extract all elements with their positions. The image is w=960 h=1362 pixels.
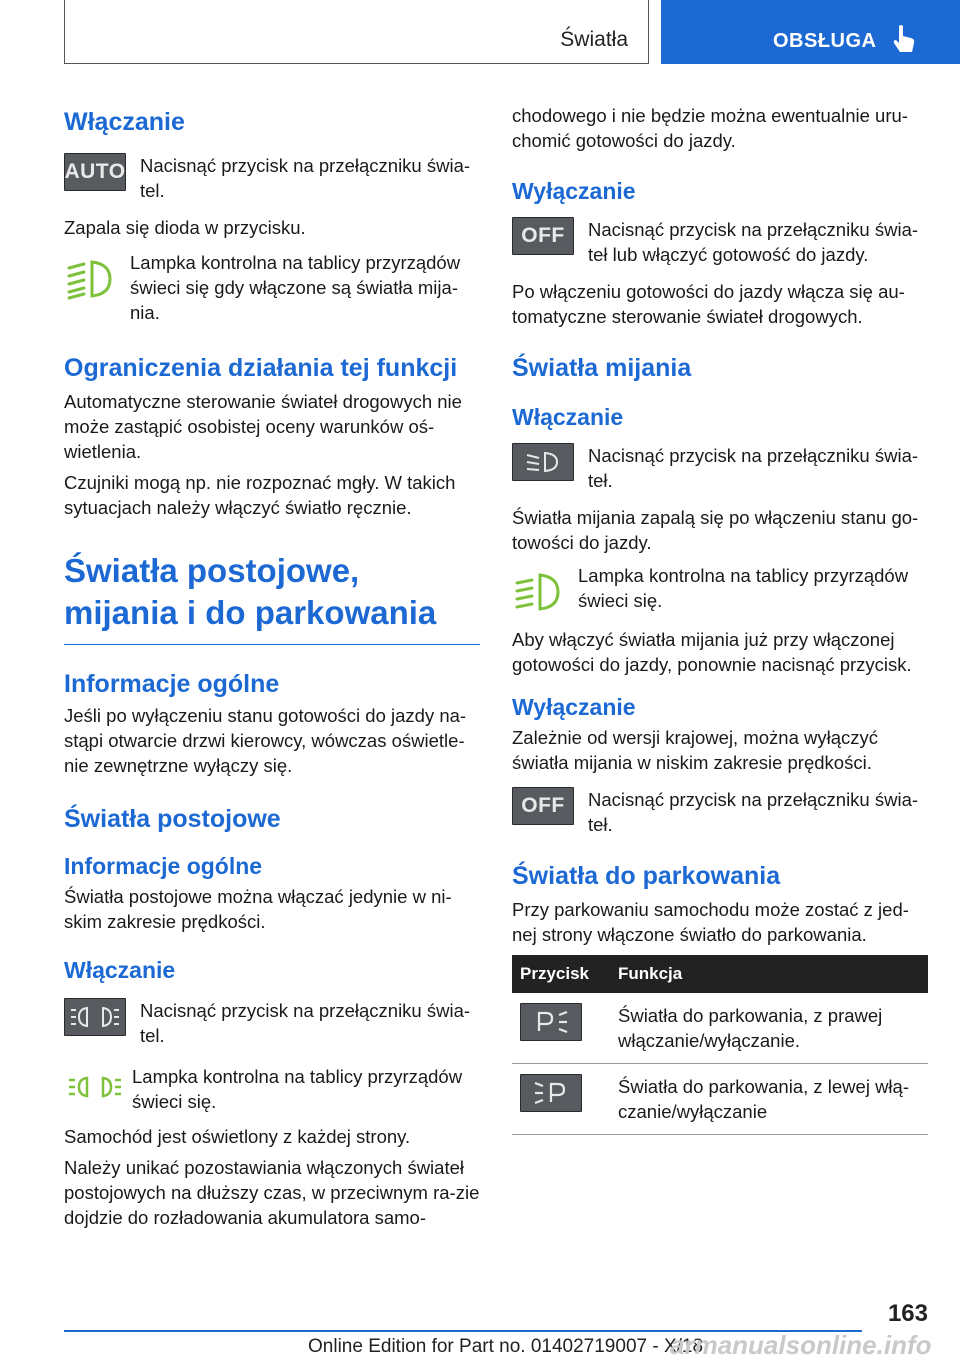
footer-edition: Online Edition for Part no. 01402719007 - X/18: [308, 1336, 704, 1357]
ograniczenia-p1: Automatyczne sterowanie świateł drogowych nie może zastąpić osobistej oceny warunków oś‐wietlenia.: [64, 391, 462, 462]
aby-text: Aby włączyć światła mijania już przy włączonej gotowości do jazdy, ponownie nacisnąć przycisk.: [512, 629, 912, 675]
off1-text: Nacisnąć przycisk na przełączniku świa‐teł lub włączyć gotowość do jazdy.: [588, 219, 919, 265]
lamp3-text: Lampka kontrolna na tablicy przyrządów świeci się.: [578, 565, 909, 611]
po-wlaczeniu-text: Po włączeniu gotowości do jazdy włącza się au‐tomatyczne sterowanie świateł drogowych.: [512, 281, 905, 327]
auto-button-icon: AUTO: [64, 153, 126, 191]
lamp2-text: Lampka kontrolna na tablicy przyrządów świeci się.: [132, 1066, 463, 1112]
heading-wlaczanie: Włączanie: [64, 108, 185, 136]
section-rule: [64, 644, 480, 645]
left-column: [64, 95, 480, 1230]
heading-swiatla-postojowe: Światła postojowe: [64, 805, 281, 833]
lamp-instruction-1: [64, 250, 480, 325]
informacje2-text: Światła postojowe można włączać jedynie w ni‐skim zakresie prędkości.: [64, 886, 452, 932]
off-instruction-1: [512, 217, 928, 267]
table-header-funkcja: Funkcja: [610, 955, 928, 993]
parking-left-button-icon: [520, 1074, 582, 1112]
dioda-text: Zapala się dioda w przycisku.: [64, 217, 306, 238]
auto-instruction: [64, 153, 480, 203]
off-button-icon: OFF: [512, 217, 574, 255]
heading-ograniczenia: Ograniczenia działania tej funkcji: [64, 354, 458, 382]
header-chapter-tab[interactable]: [661, 0, 960, 64]
heading-wylaczanie-2: Wyłączanie: [512, 694, 636, 720]
heading-postojowe-mijania: Światła postojowe, mijania i do parkowania: [64, 552, 437, 631]
low-beam-button-icon: [512, 443, 574, 481]
nalezy-text: Należy unikać pozostawiania włączonych świateł postojowych na dłuższy czas, w przeciwnym ra‐zie dojdzie do rozładowania akumulatora samo‐: [64, 1157, 480, 1228]
heading-wlaczanie-3: Włączanie: [512, 404, 624, 430]
lamp1-text: Lampka kontrolna na tablicy przyrządów świeci się gdy włączone są światła mija‐nia.: [130, 252, 461, 323]
samochod-text: Samochód jest oświetlony z każdej strony.: [64, 1126, 411, 1147]
parking-lights-indicator-icon: [67, 1074, 123, 1100]
high-beam-assist-icon: [64, 256, 116, 302]
heading-wylaczanie: Wyłączanie: [512, 178, 636, 204]
continuation-text: chodowego i nie będzie można ewentualnie uru‐chomić gotowości do jazdy.: [512, 105, 908, 151]
page-number: 163: [887, 1300, 928, 1327]
heading-informacje-2: Informacje ogólne: [64, 853, 263, 879]
right-column: [512, 95, 928, 1135]
mijania-text: Światła mijania zapalą się po włączeniu stanu go‐towości do jazdy.: [512, 507, 919, 553]
parkowania-text: Przy parkowaniu samochodu może zostać z jed‐nej strony włączone światło do parkowania.: [512, 899, 909, 945]
header-section-title: Światła: [560, 28, 628, 51]
pointing-hand-icon: [893, 24, 917, 54]
zaleznie-text: Zależnie od wersji krajowej, można wyłączyć światła mijania w niskim zakresie prędkości.: [512, 727, 879, 773]
lamp-instruction-3: [512, 563, 928, 615]
table-cell-function-2: Światła do parkowania, z lewej włą‐czanie/wyłączanie: [610, 1064, 928, 1135]
heading-wlaczanie-2: Włączanie: [64, 957, 176, 983]
header-section-box: [64, 0, 649, 64]
parking-right-button-icon: [520, 1003, 582, 1041]
table-row: [512, 993, 928, 1064]
table-row: [512, 1064, 928, 1135]
table-cell-function-1: Światła do parkowania, z prawej włączanie/wyłączanie.: [610, 993, 928, 1064]
postojowe-btn-text: Nacisnąć przycisk na przełączniku świa‐tel.: [140, 1000, 471, 1046]
mijania-instruction: [512, 443, 928, 493]
postojowe-instruction: [64, 998, 480, 1048]
table-header-przycisk: Przycisk: [512, 955, 610, 993]
ograniczenia-p2: Czujniki mogą np. nie rozpoznać mgły. W takich sytuacjach należy włączyć światło ręcznie.: [64, 472, 456, 518]
informacje-text: Jeśli po wyłączeniu stanu gotowości do jazdy na‐stąpi otwarcie drzwi kierowcy, wówczas oświetle‐nie zewnętrzne wyłączy się.: [64, 705, 467, 776]
parking-lights-button-icon: [64, 998, 126, 1036]
auto-text: Nacisnąć przycisk na przełączniku świa‐tel.: [140, 155, 471, 201]
mijania-btn-text: Nacisnąć przycisk na przełączniku świa‐teł.: [588, 445, 919, 491]
parking-lights-table: [512, 955, 928, 1135]
footer-watermark: armanualsonline.info: [670, 1330, 932, 1360]
off-instruction-2: [512, 787, 928, 837]
header-chapter-label: OBSŁUGA: [773, 30, 877, 52]
heading-parkowania: Światła do parkowania: [512, 862, 781, 890]
off-button-icon-2: OFF: [512, 787, 574, 825]
heading-informacje: Informacje ogólne: [64, 670, 280, 698]
lamp-instruction-2: [64, 1064, 480, 1114]
off2-text: Nacisnąć przycisk na przełączniku świa‐teł.: [588, 789, 919, 835]
low-beam-indicator-icon: [512, 569, 564, 615]
heading-mijania: Światła mijania: [512, 354, 692, 382]
